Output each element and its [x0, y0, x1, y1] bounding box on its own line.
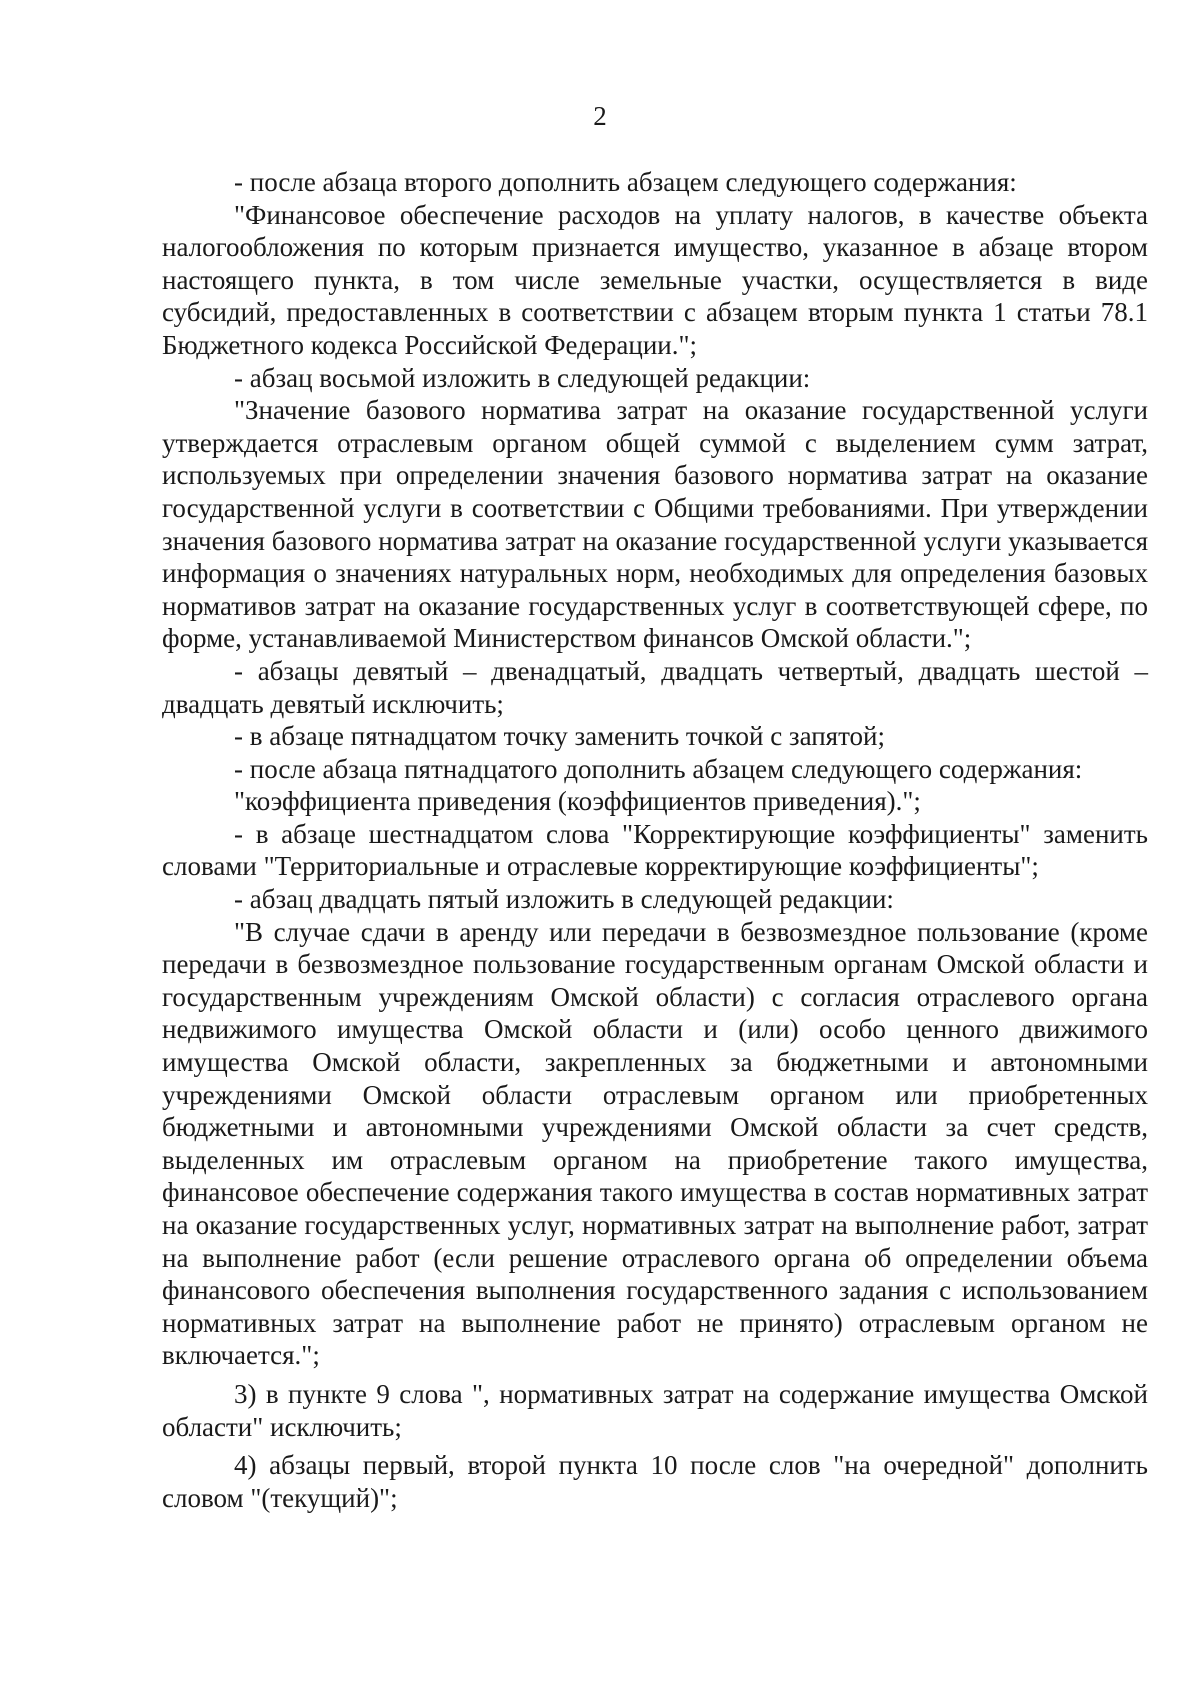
paragraph-7: - после абзаца пятнадцатого дополнить абзацем следующего содержания: — [234, 753, 1083, 784]
paragraph-2: "Финансовое обеспечение расходов на уплату налогов, в качестве объекта налогообложения по которым признается имущество, указанное в абзаце втором настоящего пункта, в том числе земельные участки, осуществляется в виде субсидий, предоставленных в соответствии с абзацем вторым пункта 1 статьи 78.1 Бюджетного кодекса Российской Федерации."; — [162, 199, 1148, 360]
paragraph-9: - в абзаце шестнадцатом слова "Корректирующие коэффициенты" заменить словами "Территориальные и отраслевые корректирующие коэффициенты"; — [162, 818, 1148, 882]
paragraph-4: "Значение базового норматива затрат на оказание государственной услуги утверждается отраслевым органом общей суммой с выделением сумм затрат, используемых при определении значения базового норматива затрат на оказание государственной услуги в соответствии с Общими требованиями. При утверждении значения базового норматива затрат на оказание государственной услуги указывается информация о значениях натуральных норм, необходимых для определения базовых нормативов затрат на оказание государственных услуг в соответствующей сфере, по форме, устанавливаемой Министерством финансов Омской области."; — [162, 395, 1148, 654]
paragraph-5: - абзацы девятый – двенадцатый, двадцать четвертый, двадцать шестой – двадцать девятый исключить; — [162, 655, 1148, 719]
paragraph-8: "коэффициента приведения (коэффициентов приведения)."; — [234, 786, 921, 817]
page-number: 2 — [593, 101, 607, 131]
paragraph-6: - в абзаце пятнадцатом точку заменить точкой с запятой; — [234, 721, 885, 752]
paragraph-10: - абзац двадцать пятый изложить в следующей редакции: — [234, 884, 894, 915]
document-body — [162, 166, 1148, 1514]
paragraph-11: "В случае сдачи в аренду или передачи в безвозмездное пользование (кроме передачи в безвозмездное пользование государственным органам Омской области и государственным учреждениям Омской области) с согласия отраслевого органа недвижимого имущества Омской области и (или) особо ценного движимого имущества Омской области, закрепленных за бюджетными и автономными учреждениями Омской области отраслевым органом или приобретенных бюджетными и автономными учреждениями Омской области за счет средств, выделенных им отраслевым органом на приобретение такого имущества, финансовое обеспечение содержания такого имущества в состав нормативных затрат на оказание государственных услуг, нормативных затрат на выполнение работ, затрат на выполнение работ (если решение отраслевого органа об определении объема финансового обеспечения выполнения государственного задания с использованием нормативных затрат на выполнение работ не принято) отраслевым органом не включается."; — [162, 916, 1148, 1371]
paragraph-13: 4) абзацы первый, второй пункта 10 после слов "на очередной" дополнить словом "(текущий)"; — [162, 1450, 1148, 1513]
paragraph-1: - после абзаца второго дополнить абзацем следующего содержания: — [234, 167, 1017, 197]
paragraph-12: 3) в пункте 9 слова ", нормативных затрат на содержание имущества Омской области" исключить; — [162, 1378, 1148, 1442]
paragraph-3: - абзац восьмой изложить в следующей редакции: — [234, 362, 811, 393]
